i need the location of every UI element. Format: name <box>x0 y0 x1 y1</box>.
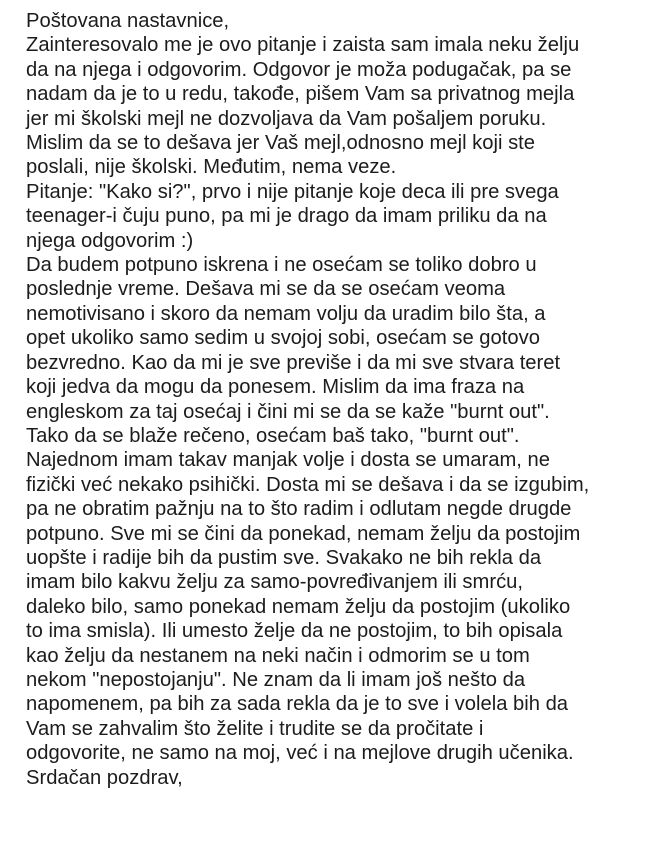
text-line: bezvredno. Kao da mi je sve previše i da mi sve stvara teret <box>26 351 561 374</box>
text-line: Vam se zahvalim što želite i trudite se da pročitate i <box>26 717 484 740</box>
text-line: Zainteresovalo me je ovo pitanje i zaista sam imala neku želju <box>26 34 580 57</box>
text-line: poslali, nije školski. Međutim, nema veze. <box>26 156 397 179</box>
text-line: imam bilo kakvu želju za samo-povređivanjem ili smrću, <box>26 571 523 594</box>
text-line: Tako da se blaže rečeno, osećam baš tako, "burnt out". <box>26 424 520 447</box>
text-line: poslednje vreme. Dešava mi se da se osećam veoma <box>26 278 506 301</box>
text-line: uopšte i radije bih da pustim sve. Svakako ne bih rekla da <box>26 546 542 569</box>
text-line: nemotivisano i skoro da nemam volju da uradim bilo šta, a <box>26 302 546 325</box>
text-line: engleskom za taj osećaj i čini mi se da se kaže "burnt out". <box>26 400 550 423</box>
text-line: koji jedva da mogu da ponesem. Mislim da ima fraza na <box>26 376 525 399</box>
text-line: to ima smisla). Ili umesto želje da ne postojim, to bih opisala <box>26 620 563 643</box>
text-line: opet ukoliko samo sedim u svojoj sobi, osećam se gotovo <box>26 327 540 350</box>
text-line: napomenem, pa bih za sada rekla da je to sve i volela bih da <box>26 693 569 716</box>
text-line: nadam da je to u redu, takođe, pišem Vam sa privatnog mejla <box>26 83 575 106</box>
text-line: Mislim da se to dešava jer Vaš mejl,odnosno mejl koji ste <box>26 132 536 155</box>
text-line: pa ne obratim pažnju na to što radim i odlutam negde drugde <box>26 498 572 521</box>
text-line: jer mi školski mejl ne dozvoljava da Vam pošaljem poruku. <box>26 107 547 130</box>
text-line: Pitanje: "Kako si?", prvo i nije pitanje koje deca ili pre svega <box>26 180 559 203</box>
text-line: nekom "nepostojanju". Ne znam da li imam još nešto da <box>26 668 526 691</box>
text-line: daleko bilo, samo ponekad nemam želju da postojim (ukoliko <box>26 595 571 618</box>
text-line: potpuno. Sve mi se čini da ponekad, nemam želju da postojim <box>26 522 581 545</box>
text-line: teenager-i čuju puno, pa mi je drago da imam priliku da na <box>26 205 547 228</box>
text-line: Da budem potpuno iskrena i ne osećam se toliko dobro u <box>26 254 537 277</box>
text-line: Najednom imam takav manjak volje i dosta se umaram, ne <box>26 449 550 472</box>
text-line: odgovorite, ne samo na moj, već i na mejlove drugih učenika. <box>26 742 574 765</box>
text-line: da na njega i odgovorim. Odgovor je moža podugačak, pa se <box>26 58 572 81</box>
text-line: kao želju da nestanem na neki način i odmorim se u tom <box>26 644 530 667</box>
greeting-line: Poštovana nastavnice, <box>26 10 230 32</box>
text-line: fizički već nekako psihički. Dosta mi se dešava i da se izgubim, <box>26 473 590 496</box>
closing-line: Srdačan pozdrav, <box>26 766 183 789</box>
text-line: njega odgovorim :) <box>26 229 194 252</box>
